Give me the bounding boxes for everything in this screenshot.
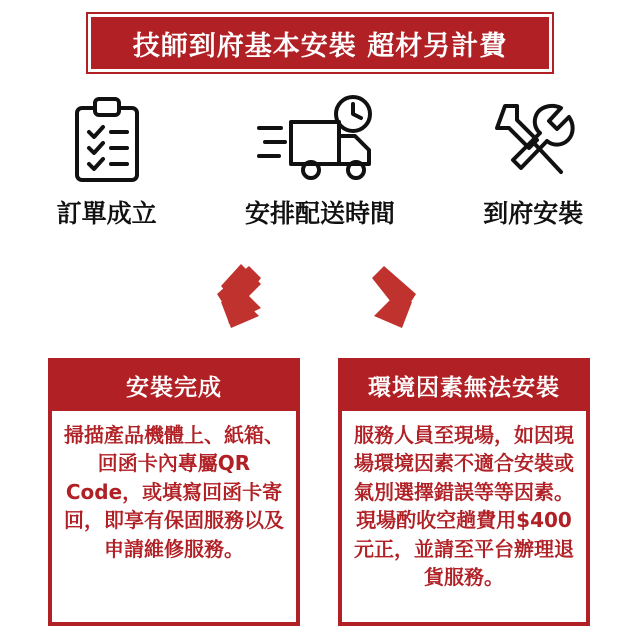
arrow-down-right-icon (368, 262, 438, 340)
page-title: 技師到府基本安裝 超材另計費 (132, 30, 508, 62)
step-row (0, 92, 640, 242)
tools-wrench-screwdriver-icon (487, 92, 579, 188)
clipboard-checklist-icon (67, 92, 147, 188)
step-label: 安排配送時間 (244, 199, 395, 228)
step-item-order (12, 92, 202, 230)
outcome-body: 服務人員至現場，如因現場環境因素不適合安裝或氣別選擇錯誤等等因素。現場酌收空趟費用$400元正，並請至平台辦理退貨服務。 (354, 423, 574, 589)
step-label: 到府安裝 (483, 199, 584, 228)
header-banner (88, 14, 552, 72)
step-item-installation (438, 92, 628, 230)
outcome-card-success (48, 358, 300, 626)
outcome-title: 環境因素無法安裝 (342, 362, 586, 411)
outcome-card-blocked (338, 358, 590, 626)
arrow-down-left-icon (195, 262, 265, 340)
step-item-delivery (225, 92, 415, 230)
outcome-title: 安裝完成 (52, 362, 296, 411)
outcome-body: 掃描產品機體上、紙箱、回函卡內專屬QR Code，或填寫回函卡寄回，即享有保固服務以及申請維修服務。 (64, 423, 284, 561)
delivery-truck-clock-icon (255, 92, 385, 188)
step-label: 訂單成立 (56, 199, 157, 228)
